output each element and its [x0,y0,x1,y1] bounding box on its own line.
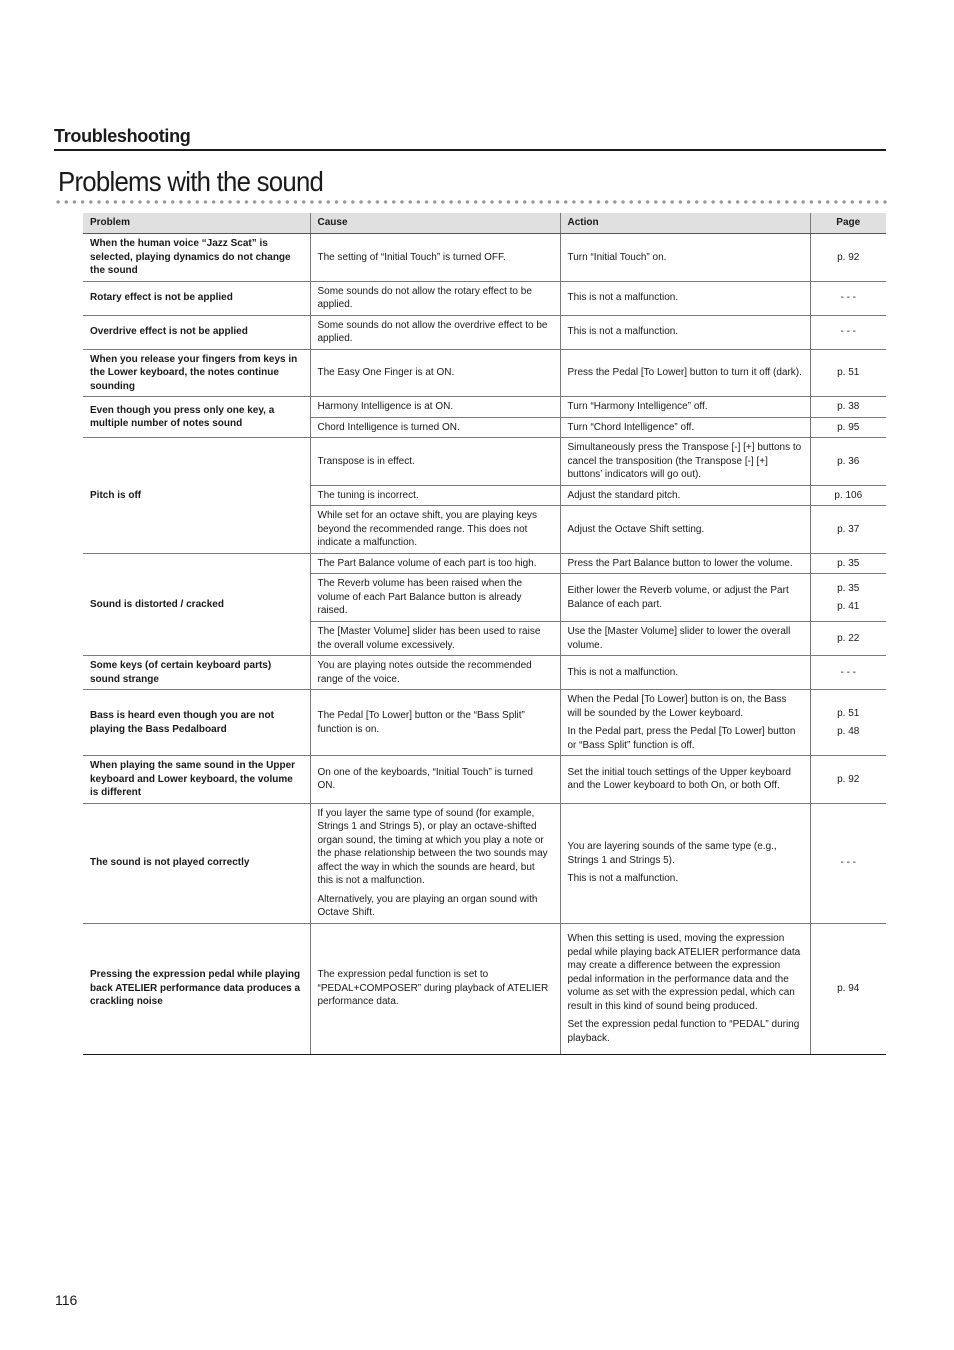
problem-cell: Even though you press only one key, a multiple number of notes sound [83,397,310,438]
action-cell: This is not a malfunction. [560,656,810,690]
cause-paragraph: Alternatively, you are playing an organ sound with Octave Shift. [317,893,538,918]
cause-cell: Some sounds do not allow the rotary effect to be applied. [310,281,560,315]
action-cell: This is not a malfunction. [560,281,810,315]
table-row [83,349,886,397]
page-ref: p. 51 [837,707,860,719]
table-row [83,234,886,282]
cause-paragraph: If you layer the same type of sound (for example, Strings 1 and Strings 5), or play an octave-shifted organ sound, the timing at which you play a note or the phase relationship between the two sounds may affect the way in which the sounds are heard, but this is not a malfunction. [317,807,548,886]
cause-cell: Some sounds do not allow the overdrive effect to be applied. [310,315,560,349]
action-paragraph: Set the expression pedal function to “PEDAL” during playback. [567,1019,800,1044]
page-cell: p. 51 [810,349,886,397]
page-ref: p. 35 [837,582,860,594]
page-cell: - - - [810,281,886,315]
table-row [83,690,886,756]
action-paragraph: When this setting is used, moving the expression pedal while playing back ATELIER performance data may create a difference between the expression pedal information in the performance data and the volume as set with the expression pedal, which can result in this kind of sound being produced. [567,933,801,1012]
cause-cell: The expression pedal function is set to “PEDAL+COMPOSER” during playback of ATELIER performance data. [310,923,560,1054]
section-title: Troubleshooting [54,126,191,146]
cause-cell: You are playing notes outside the recommended range of the voice. [310,656,560,690]
cause-cell: Harmony Intelligence is at ON. [310,397,560,418]
action-paragraph: When the Pedal [To Lower] button is on, the Bass will be sounded by the Lower keyboard. [567,694,787,719]
table-row [83,315,886,349]
troubleshooting-table [83,213,886,1055]
page-cell: p. 38 [810,397,886,418]
problem-cell: Pressing the expression pedal while playing back ATELIER performance data produces a crackling noise [83,923,310,1054]
action-paragraph: You are layering sounds of the same type (e.g., Strings 1 and Strings 5). [567,841,777,866]
table-row [83,281,886,315]
problem-cell: Bass is heard even though you are not playing the Bass Pedalboard [83,690,310,756]
page-ref: p. 48 [837,726,860,737]
table-row [83,656,886,690]
action-cell [560,923,810,1054]
problem-cell: Some keys (of certain keyboard parts) sound strange [83,656,310,690]
action-cell: Turn “Chord Intelligence” off. [560,417,810,438]
cause-cell: While set for an octave shift, you are playing keys beyond the recommended range. This does not indicate a malfunction. [310,506,560,554]
cause-cell: The Pedal [To Lower] button or the “Bass Split” function is on. [310,690,560,756]
table-row [83,438,886,486]
problem-cell: Pitch is off [83,438,310,554]
action-cell: Press the Pedal [To Lower] button to turn it off (dark). [560,349,810,397]
page-cell: - - - [810,803,886,923]
cause-cell: The Easy One Finger is at ON. [310,349,560,397]
page-cell: p. 95 [810,417,886,438]
table-header-row [83,213,886,234]
header-page: Page [810,213,886,234]
action-cell [560,803,810,923]
cause-cell: The tuning is incorrect. [310,485,560,506]
action-cell: Use the [Master Volume] slider to lower the overall volume. [560,622,810,656]
page-cell: p. 92 [810,756,886,804]
problem-cell: Rotary effect is not be applied [83,281,310,315]
dotted-divider [54,199,888,205]
page-ref: p. 41 [837,601,860,612]
page-cell: - - - [810,315,886,349]
action-cell: Turn “Harmony Intelligence” off. [560,397,810,418]
problem-cell: Sound is distorted / cracked [83,553,310,656]
page-cell [810,690,886,756]
action-cell: Adjust the standard pitch. [560,485,810,506]
action-cell: Turn “Initial Touch” on. [560,234,810,282]
problem-cell: When the human voice “Jazz Scat” is selected, playing dynamics do not change the sound [83,234,310,282]
table-row [83,923,886,1054]
problem-cell: When you release your fingers from keys in the Lower keyboard, the notes continue sounding [83,349,310,397]
table-row [83,397,886,418]
cause-cell: The Part Balance volume of each part is too high. [310,553,560,574]
action-cell: Either lower the Reverb volume, or adjust the Part Balance of each part. [560,574,810,622]
cause-cell: The Reverb volume has been raised when the volume of each Part Balance button is already raised. [310,574,560,622]
header-action: Action [560,213,810,234]
page-cell: - - - [810,656,886,690]
page-cell: p. 36 [810,438,886,486]
action-cell: Simultaneously press the Transpose [-] [+] buttons to cancel the transposition (the Transpose [-] [+] buttons’ indicators will go out). [560,438,810,486]
table-row [83,803,886,923]
header-problem: Problem [83,213,310,234]
cause-cell: On one of the keyboards, “Initial Touch” is turned ON. [310,756,560,804]
problem-cell: The sound is not played correctly [83,803,310,923]
page-cell: p. 106 [810,485,886,506]
page-cell [810,574,886,622]
page-cell: p. 22 [810,622,886,656]
cause-cell: Chord Intelligence is turned ON. [310,417,560,438]
action-cell [560,690,810,756]
action-cell: Set the initial touch settings of the Upper keyboard and the Lower keyboard to both On, or both Off. [560,756,810,804]
page-cell: p. 37 [810,506,886,554]
page-cell: p. 92 [810,234,886,282]
table-row [83,756,886,804]
action-cell: This is not a malfunction. [560,315,810,349]
problem-cell: When playing the same sound in the Upper keyboard and Lower keyboard, the volume is different [83,756,310,804]
cause-cell: The setting of “Initial Touch” is turned OFF. [310,234,560,282]
page-heading: Problems with the sound [58,166,324,197]
header-cause: Cause [310,213,560,234]
cause-cell: The [Master Volume] slider has been used to raise the overall volume excessively. [310,622,560,656]
page-cell: p. 35 [810,553,886,574]
section-divider [54,149,886,151]
action-cell: Press the Part Balance button to lower the volume. [560,553,810,574]
action-paragraph: In the Pedal part, press the Pedal [To Lower] button or “Bass Split” function is off. [567,726,796,751]
action-cell: Adjust the Octave Shift setting. [560,506,810,554]
page-cell: p. 94 [810,923,886,1054]
table-row [83,553,886,574]
cause-cell: Transpose is in effect. [310,438,560,486]
page-number: 116 [55,1292,78,1308]
problem-cell: Overdrive effect is not be applied [83,315,310,349]
cause-cell [310,803,560,923]
action-paragraph: This is not a malfunction. [567,873,679,885]
